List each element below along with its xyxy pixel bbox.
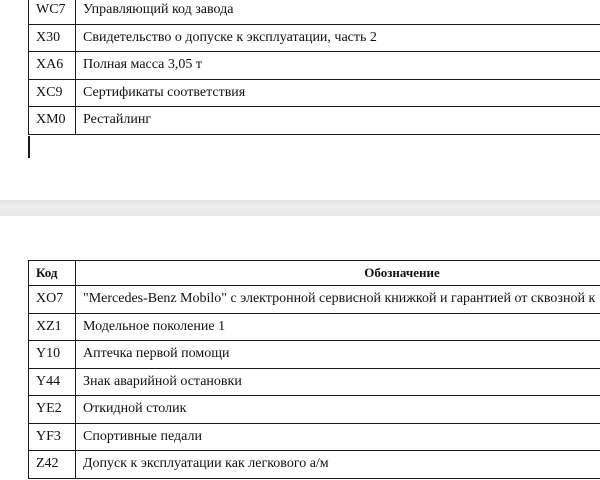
description-cell: Знак аварийной остановки [76,368,600,396]
description-cell: Аптечка первой помощи [76,341,600,369]
description-cell: Полная масса 3,05 т [76,52,600,80]
description-cell: "Mercedes-Benz Mobilo" с электронной сервисной книжкой и гарантией от сквозной к [76,286,600,314]
table-row [29,451,600,479]
table-header-row [29,261,600,286]
code-cell: Z42 [29,451,76,479]
table-row [29,341,600,369]
table-row [29,52,600,80]
code-cell: XO7 [29,286,76,314]
equipment-codes-table-top [28,0,600,135]
table-row [29,313,600,341]
code-column-header: Код [29,261,76,286]
description-cell: Управляющий код завода [76,0,600,24]
document-page-top [0,0,600,200]
code-cell: XA6 [29,52,76,80]
table-row [29,0,600,24]
table-row [29,423,600,451]
document-page-bottom [0,216,600,480]
description-cell: Рестайлинг [76,107,600,135]
description-column-header: Обозначение [76,261,600,286]
description-cell: Свидетельство о допуске к эксплуатации, часть 2 [76,24,600,52]
table-row [29,24,600,52]
code-cell: Y44 [29,368,76,396]
code-cell: X30 [29,24,76,52]
code-cell: XM0 [29,107,76,135]
code-cell: WC7 [29,0,76,24]
page-separator [0,200,600,216]
description-cell: Допуск к эксплуатации как легкового а/м [76,451,600,479]
table-row [29,79,600,107]
equipment-codes-table [28,260,600,479]
code-cell: YF3 [29,423,76,451]
code-cell: XZ1 [29,313,76,341]
code-cell: Y10 [29,341,76,369]
description-cell: Модельное поколение 1 [76,313,600,341]
description-cell: Сертификаты соответствия [76,79,600,107]
table-row [29,107,600,135]
table-row [29,368,600,396]
table-border-tail [28,136,30,158]
description-cell: Спортивные педали [76,423,600,451]
table-row [29,396,600,424]
table-row [29,286,600,314]
code-cell: XC9 [29,79,76,107]
code-cell: YE2 [29,396,76,424]
description-cell: Откидной столик [76,396,600,424]
